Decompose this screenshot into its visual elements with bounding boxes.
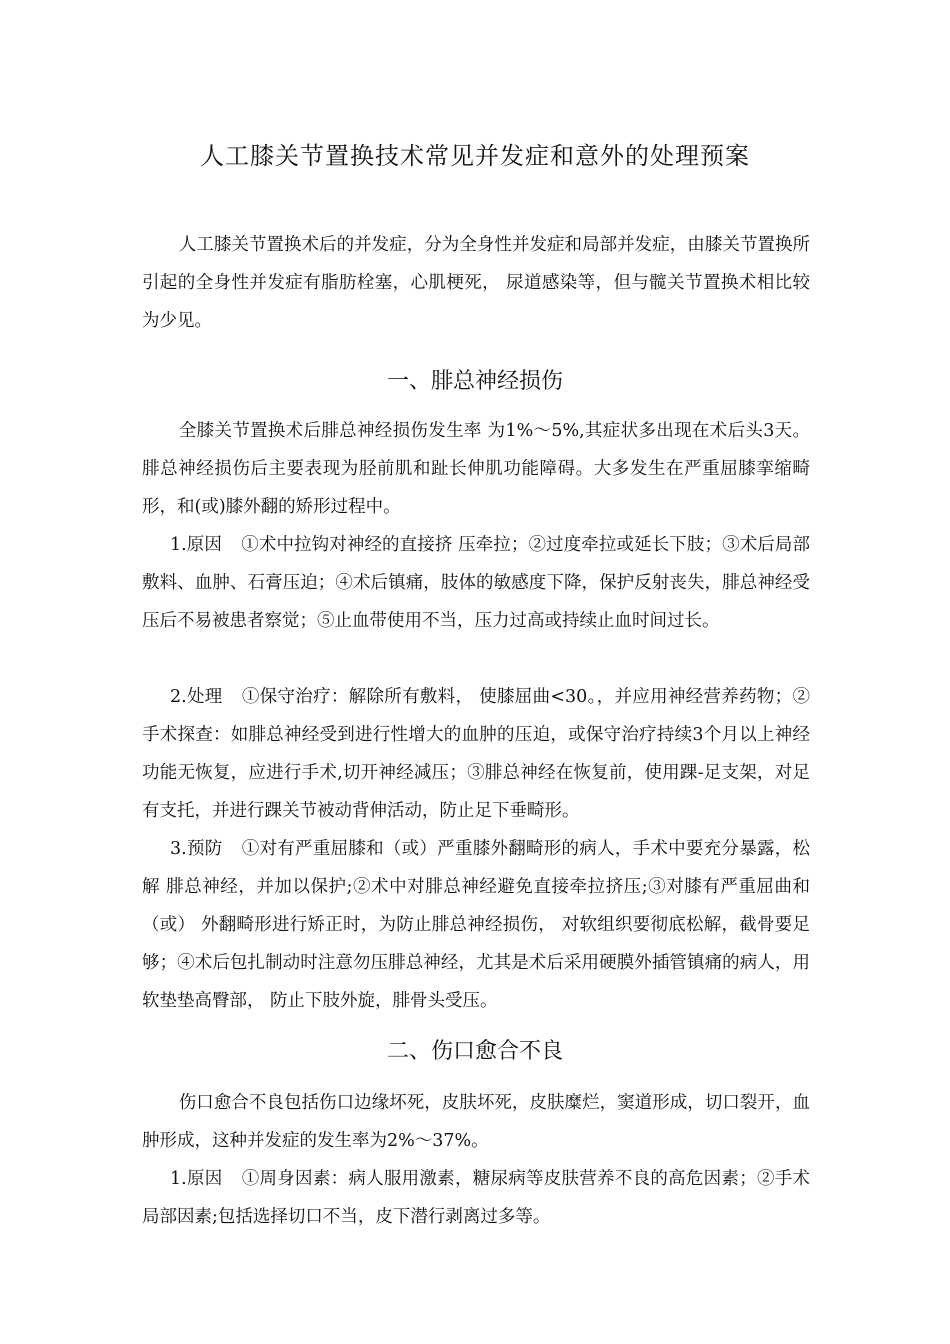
document-title: 人工膝关节置换技术常见并发症和意外的处理预案 — [200, 142, 750, 170]
item-cause — [142, 1160, 810, 1236]
item-prevention — [142, 830, 810, 1020]
item-text: ①对有严重屈膝和（或）严重膝外翻畸形的病人，手术中要充分暴露，松解 腓总神经，并加以保护;②术中对腓总神经避免直接牵拉挤压;③对膝有严重屈曲和（或） 外翻畸形进行矫正时，为防止腓总神经损伤， 对软组织要彻底松解，截骨要足够；④术后包扎制动时注意勿压腓总神经，尤其是术后采用硬膜外插管镇痛的病人，用软垫垫高臀部， 防止下肢外旋，腓骨头受压。 — [142, 839, 810, 1011]
item-cause — [142, 526, 810, 640]
item-label: 2.处理 — [170, 687, 223, 707]
section-heading-wound-healing: 二、伤口愈合不良 — [386, 1039, 563, 1064]
section-intro-wound-healing: 伤口愈合不良包括伤口边缘坏死，皮肤坏死，皮肤糜烂，窦道形成，切口裂开，血肿形成，这种并发症的发生率为2%～37%。 — [142, 1093, 810, 1151]
item-label: 3.预防 — [170, 839, 223, 859]
section-heading-peroneal-nerve: 一、腓总神经损伤 — [386, 369, 563, 394]
item-text: ①术中拉钩对神经的直接挤 压牵拉；②过度牵拉或延长下肢；③术后局部敷料、血肿、石膏压迫；④术后镇痛，肢体的敏感度下降，保护反射丧失，腓总神经受压后不易被患者察觉；⑤止血带使用不当，压力过高或持续止血时间过长。 — [142, 535, 810, 631]
item-treatment — [142, 678, 810, 830]
intro-paragraph: 人工膝关节置换术后的并发症，分为全身性并发症和局部并发症，由膝关节置换所引起的全身性并发症有脂肪栓塞，心肌梗死， 尿道感染等，但与髋关节置换术相比较为少见。 — [142, 235, 810, 331]
item-text: ①周身因素：病人服用激素，糖尿病等皮肤营养不良的高危因素；②手术局部因素;包括选择切口不当，皮下潜行剥离过多等。 — [142, 1169, 810, 1227]
section-intro-peroneal-nerve: 全膝关节置换术后腓总神经损伤发生率 为1%～5%,其症状多出现在术后头3天。腓总神经损伤后主要表现为胫前肌和趾长伸肌功能障碍。大多发生在严重屈膝挛缩畸形，和(或)膝外翻的矫形过程中。 — [142, 421, 810, 517]
item-label: 1.原因 — [170, 535, 222, 555]
item-text: ①保守治疗：解除所有敷料， 使膝屈曲<30。，并应用神经营养药物；②手术探查：如腓总神经受到进行性增大的血肿的压迫，或保守治疗持续3个月以上神经功能无恢复，应进行手术,切开神经减压；③腓总神经在恢复前，使用踝-足支架，对足有支托，并进行踝关节被动背伸活动，防止足下垂畸形。 — [142, 687, 810, 821]
item-label: 1.原因 — [170, 1169, 223, 1189]
